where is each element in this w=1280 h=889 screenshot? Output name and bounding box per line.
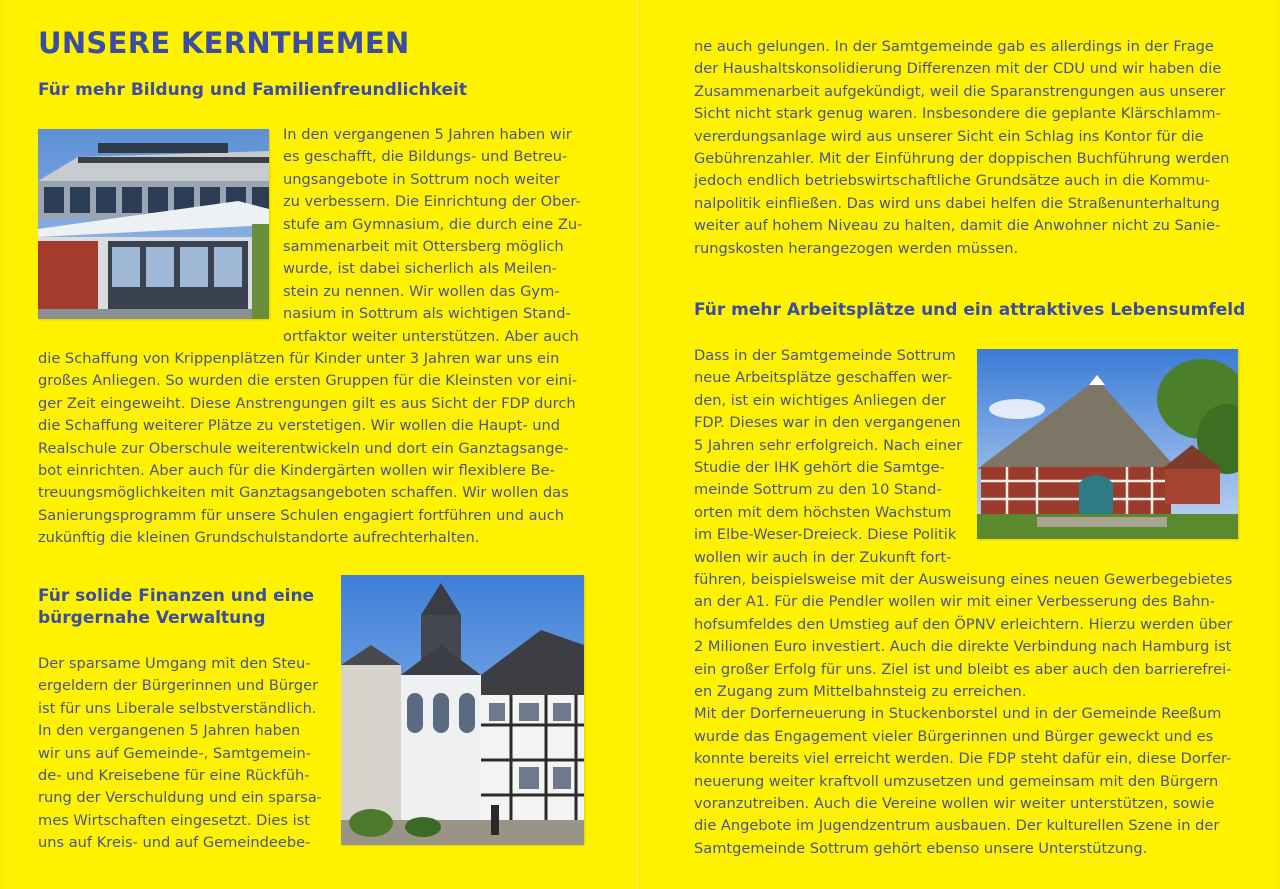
section-title-finanzen: Für solide Finanzen und eine bürgernahe Verwaltung [38,586,315,628]
page-fold [636,0,638,889]
school-building-photo [38,129,269,319]
page-edge-right [1274,0,1280,889]
finanzen-text-continuation: ne auch gelungen. In der Samtgemeinde gab es allerdings in der Frage der Haushaltskonsolidierung Differenzen mit der CDU und wir haben die Zusammenarbeit aufgekündigt, weil die Sparanstrengungen aus unserer Sicht nicht stark genug waren. Insbesondere die geplante Klärschlamm- vererdungsanlage wird aus unserer Sicht ein Schlag ins Kontor für die Gebührenzahler. Mit der Einführung der doppischen Buchführung werden jedoch endlich betriebswirtschaftliche Grundsätze auch in die Kommu- nalpolitik einfließen. Das wird uns dabei helfen die Straßenunterhaltung weiter auf hohem Niveau zu halten, damit die Anwohner nicht zu Sanie- rungskosten herangezogen werden müssen. [694,38,1230,257]
section-title-arbeitsplaetze: Für mehr Arbeitsplätze und ein attraktives Lebensumfeld [694,300,1246,320]
farmhouse-photo [977,349,1238,539]
bildung-text-full: die Schaffung von Krippenplätzen für Kinder unter 3 Jahren war uns ein großes Anliegen. So wurden die ersten Gruppen für die Kleinsten vor eini- ger Zeit eingeweiht. Diese Anstrengungen gilt es aus Sicht der FDP durch die Schaffung weiterer Plätze zu verstetigen. Wir wollen die Haupt- und Realschule zur Oberschule weiterentwickeln und dort ein Ganztagsange- bot einrichten. Aber auch für die Kindergärten wollen wir flexiblere Be- treuungsmöglichkeiten mit Ganztagsangeboten schaffen. Wir wollen das Sanierungsprogramm für unsere Schulen engagiert fortführen und auch zukünftig die kleinen Grundschulstandorte aufrechterhalten. [38,350,578,547]
arbeitsplaetze-text-full: führen, beispielsweise mit der Ausweisung eines neuen Gewerbegebietes an der A1. Für die Pendler wollen wir mit einer Verbesserung des Bahn- hofsumfeldes den Umstieg auf den ÖPNV erleichtern. Hierzu werden über 2 Milionen Euro investiert. Auch die direkte Verbindung nach Hamburg ist ein großer Erfolg für uns. Ziel ist und bleibt es aber auch den barrierefrei- en Zugang zum Mittelbahnsteig zu erreichen. Mit der Dorferneuerung in Stuckenborstel und in der Gemeinde Reeßum wurde das Engagement vieler Bürgerinnen und Bürger geweckt und es konnte bereits viel erreicht werden. Die FDP steht dafür ein, diese Dorfer- neuerung weiter kraftvoll umzusetzen und gemeinsam mit den Bürgern voranzutreiben. Auch die Vereine wollen wir weiter unterstützen, sowie die Angebote im Jugendzentrum ausbauen. Der kulturellen Szene in der Samtgemeinde Sottrum gehört ebenso unsere Unterstützung. [694,571,1233,857]
finanzen-text-beside-photo: Der sparsame Umgang mit den Steu- ergeldern der Bürgerinnen und Bürger ist für uns Liberale selbstverständlich. In den vergangenen 5 Jahren haben wir uns auf Gemeinde-, Samtgemein- de- und Kreisebene für eine Rückfüh- rung der Verschuldung und ein sparsa- mes Wirtschaften eingesetzt. Dies ist uns auf Kreis- und auf Gemeindeebe- [38,655,322,852]
town-hall-photo [341,575,584,845]
page-edge-left [0,0,8,889]
page-title: UNSERE KERNTHEMEN [38,26,410,60]
section-title-bildung: Für mehr Bildung und Familienfreundlichkeit [38,80,467,100]
bildung-text-beside-photo: In den vergangenen 5 Jahren haben wir es geschafft, die Bildungs- und Betreu- ungsangebote in Sottrum noch weiter zu verbessern. Die Einrichtung der Ober- stufe am Gymnasium, die durch eine Zu- sammenarbeit mit Ottersberg möglich wurde, ist dabei sicherlich als Meilen- stein zu nennen. Wir wollen das Gym- nasium in Sottrum als wichtigen Stand- ortfaktor weiter unterstützen. Aber auch [283,126,583,345]
arbeitsplaetze-text-beside-photo: Dass in der Samtgemeinde Sottrum neue Arbeitsplätze geschaffen wer- den, ist ein wichtiges Anliegen der FDP. Dieses war in den vergangenen 5 Jahren sehr erfolgreich. Nach einer Studie der IHK gehört die Samtge- meinde Sottrum zu den 10 Stand- orten mit dem höchsten Wachstum im Elbe-Weser-Dreieck. Diese Politik wollen wir auch in der Zukunft fort- [694,347,963,566]
